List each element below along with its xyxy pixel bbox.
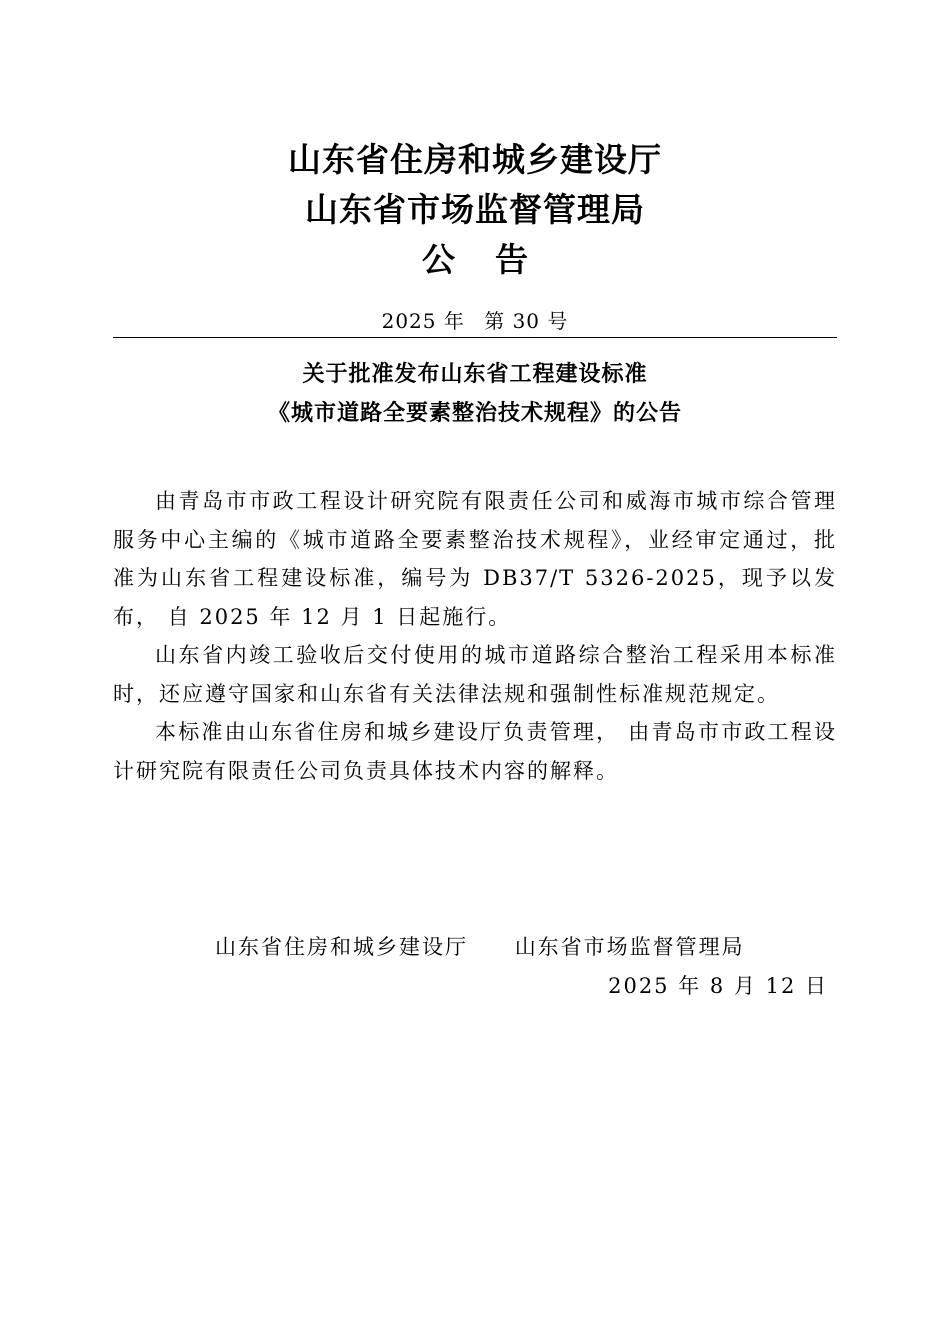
signature-issuer-housing: 山东省住房和城乡建设厅 [215, 935, 468, 959]
document-number [0, 306, 950, 336]
issuer-title-market: 山东省市场监督管理局 [305, 190, 645, 229]
announcement-body [113, 482, 837, 790]
document-type-title: 公告 [422, 240, 568, 279]
document-serial: 第 30 号 [484, 309, 569, 333]
document-year: 2025 年 [381, 309, 465, 333]
header-divider [113, 337, 837, 338]
signature-date: 2025 年 8 月 12 日 [608, 974, 828, 998]
signature-issuers [215, 932, 745, 962]
body-paragraph-approval: 由青岛市市政工程设计研究院有限责任公司和威海市城市综合管理服务中心主编的《城市道路全要素整治技术规程》，业经审定通过，批准为山东省工程建设标准，编号为 DB37/T 5326-2025，现予以发布， 自 2025 年 12 月 1 日起施行。 [113, 489, 837, 629]
subject-line-2: 《城市道路全要素整治技术规程》的公告 [267, 401, 682, 426]
body-paragraph-scope: 山东省内竣工验收后交付使用的城市道路综合整治工程采用本标准时，还应遵守国家和山东省有关法律法规和强制性标准规范规定。 [113, 643, 837, 706]
issuer-title-housing: 山东省住房和城乡建设厅 [288, 140, 662, 179]
subject-line-1: 关于批准发布山东省工程建设标准 [302, 362, 648, 387]
body-paragraph-management: 本标准由山东省住房和城乡建设厅负责管理， 由青岛市市政工程设计研究院有限责任公司负责具体技术内容的解释。 [113, 720, 837, 783]
signature-issuer-market: 山东省市场监督管理局 [514, 935, 745, 959]
